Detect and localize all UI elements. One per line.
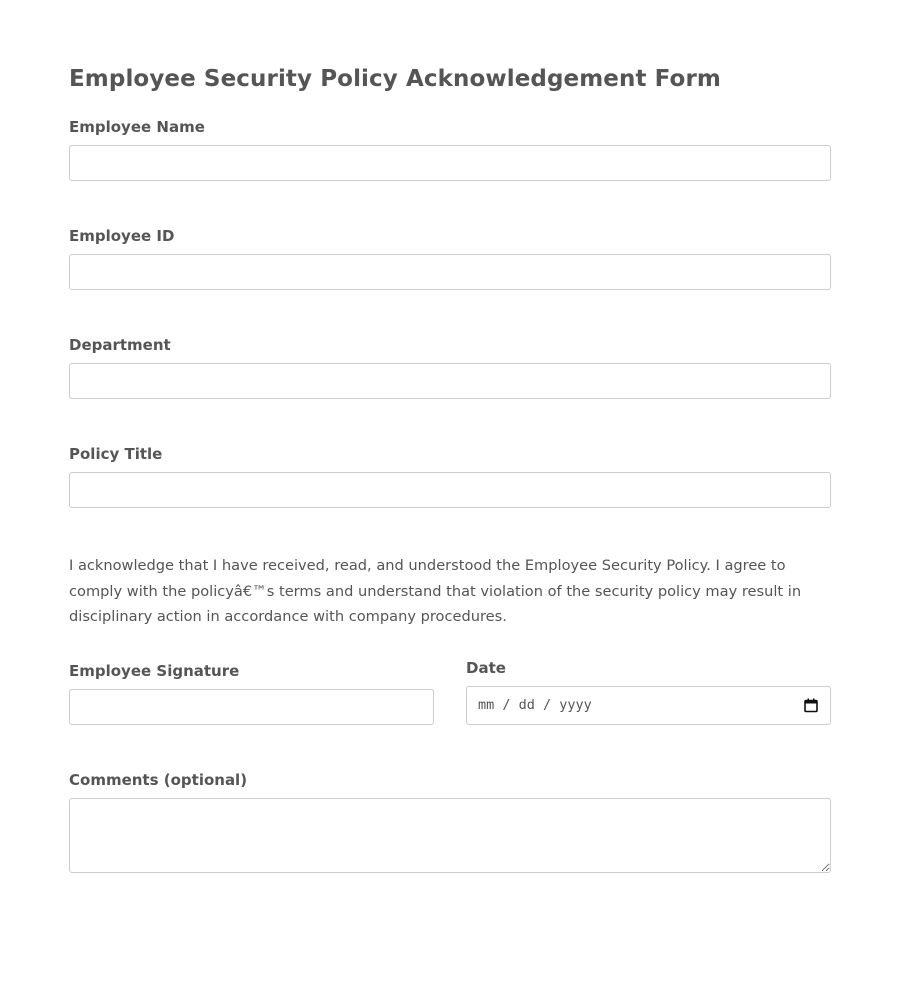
employee-signature-label: Employee Signature: [69, 662, 240, 680]
department-input[interactable]: [69, 363, 831, 399]
policy-title-input[interactable]: [69, 472, 831, 508]
comments-wrapper: [69, 798, 831, 873]
date-placeholder: mm / dd / yyyy: [478, 697, 592, 713]
date-input[interactable]: [466, 686, 831, 725]
calendar-icon[interactable]: [804, 698, 818, 713]
comments-textarea[interactable]: [69, 798, 831, 873]
date-label: Date: [466, 659, 506, 677]
department-label: Department: [69, 336, 171, 354]
page-title: Employee Security Policy Acknowledgement Form: [69, 66, 721, 92]
employee-name-input[interactable]: [69, 145, 831, 181]
comments-label: Comments (optional): [69, 771, 248, 789]
employee-signature-input[interactable]: [69, 689, 434, 725]
employee-id-input[interactable]: [69, 254, 831, 290]
employee-name-label: Employee Name: [69, 118, 205, 136]
acknowledgement-text: I acknowledge that I have received, read, and understood the Employee Security Policy. I agree to comply with the policyâ€™s terms and understand that violation of the security policy may result in disciplinary action in accordance with company procedures.: [69, 557, 802, 625]
policy-title-label: Policy Title: [69, 445, 163, 463]
employee-id-label: Employee ID: [69, 227, 175, 245]
